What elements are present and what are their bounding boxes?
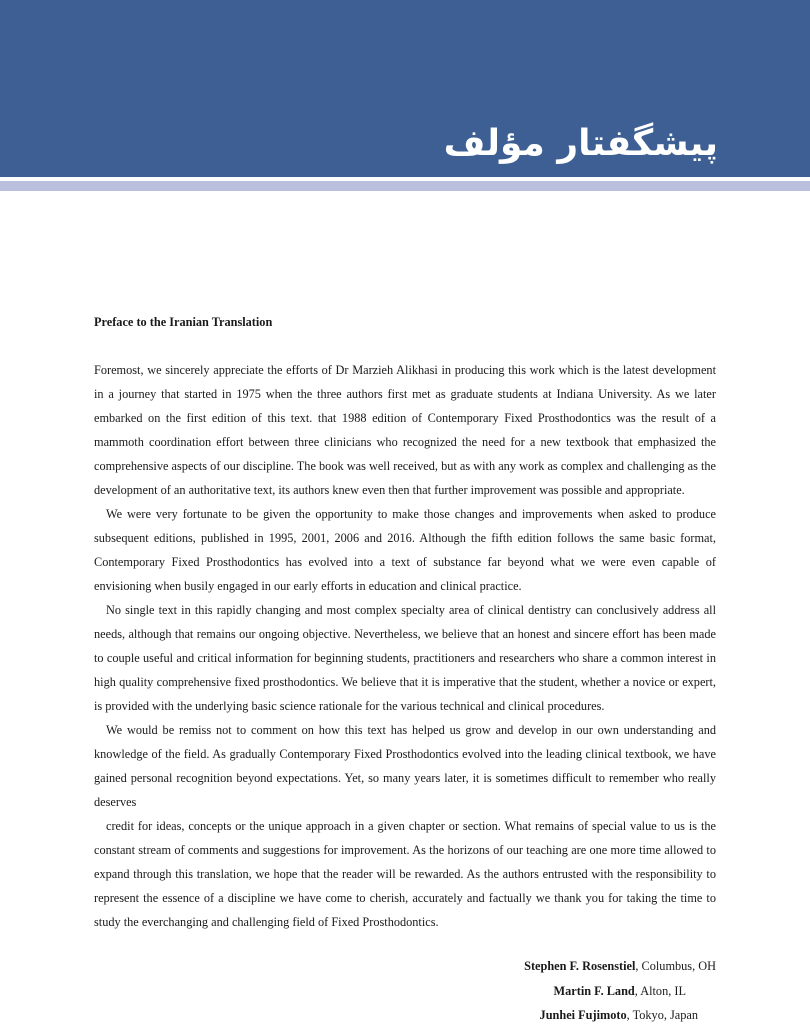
paragraph: credit for ideas, concepts or the unique approach in a given chapter or section. What remains of special value to us is the constant stream of comments and suggestions for improvement. As the horizons of our teaching are one more time allowed to expand through this translation, we hope that the reader will be rewarded. As the authors entrusted with the responsibility to represent the essence of a discipline we have come to cherish, accurately and factually we thank you for taking the time to study the everchanging and challenging field of Fixed Prosthodontics. [94,819,716,929]
paragraph: No single text in this rapidly changing and most complex specialty area of clinical dentistry can conclusively address all needs, although that remains our ongoing objective. Nevertheless, we believe that an honest and sincere effort has been made to couple useful and critical information for beginning students, practitioners and researchers who share a common interest in high quality comprehensive fixed prosthodontics. We believe that it is imperative that the student, whether a novice or expert, is provided with the underlying basic science rationale for the various technical and clinical procedures. [94,603,716,713]
author-location: , Tokyo, Japan [626,1008,698,1022]
author-name: Stephen F. Rosenstiel [524,959,636,973]
author-name: Martin F. Land [553,983,635,998]
page-title: پیشگفتار مؤلف [443,123,718,164]
paragraph: We would be remiss not to comment on how this text has helped us grow and develop in our own understanding and knowledge of the field. As gradually Contemporary Fixed Prosthodontics evolved into the leading clinical textbook, we have gained personal recognition beyond expectations. Yet, so many years later, it is sometimes difficult to remember who really deserves [94,723,716,809]
preface-body [94,310,716,934]
header-stripe [0,181,810,191]
preface-heading: Preface to the Iranian Translation [94,315,273,329]
author-name: Junhei Fujimoto [539,1008,627,1022]
author-location: , Columbus, OH [635,959,716,973]
signature [94,954,716,979]
paragraph: Foremost, we sincerely appreciate the efforts of Dr Marzieh Alikhasi in producing this work which is the latest development in a journey that started in 1975 when the three authors first met as graduate students at Indiana University. As we later embarked on the first edition of this text. that 1988 edition of Contemporary Fixed Prosthodontics was the result of a mammoth coordination effort between three clinicians who recognized the need for a new textbook that emphasized the comprehensive aspects of our discipline. The book was well received, but as with any work as complex and challenging as the development of an authoritative text, its authors knew even then that further improvement was possible and appropriate. [94,363,716,497]
paragraph: We were very fortunate to be given the opportunity to make those changes and improvements when asked to produce subsequent editions, published in 1995, 2001, 2006 and 2016. Although the fifth edition follows the same basic format, Contemporary Fixed Prosthodontics has evolved into a text of substance far beyond what we were even capable of envisioning when busily engaged in our early efforts in education and clinical practice. [94,507,716,593]
signature [94,979,716,1004]
author-location: , Alton, IL [634,983,686,998]
signature-block [94,954,716,1028]
